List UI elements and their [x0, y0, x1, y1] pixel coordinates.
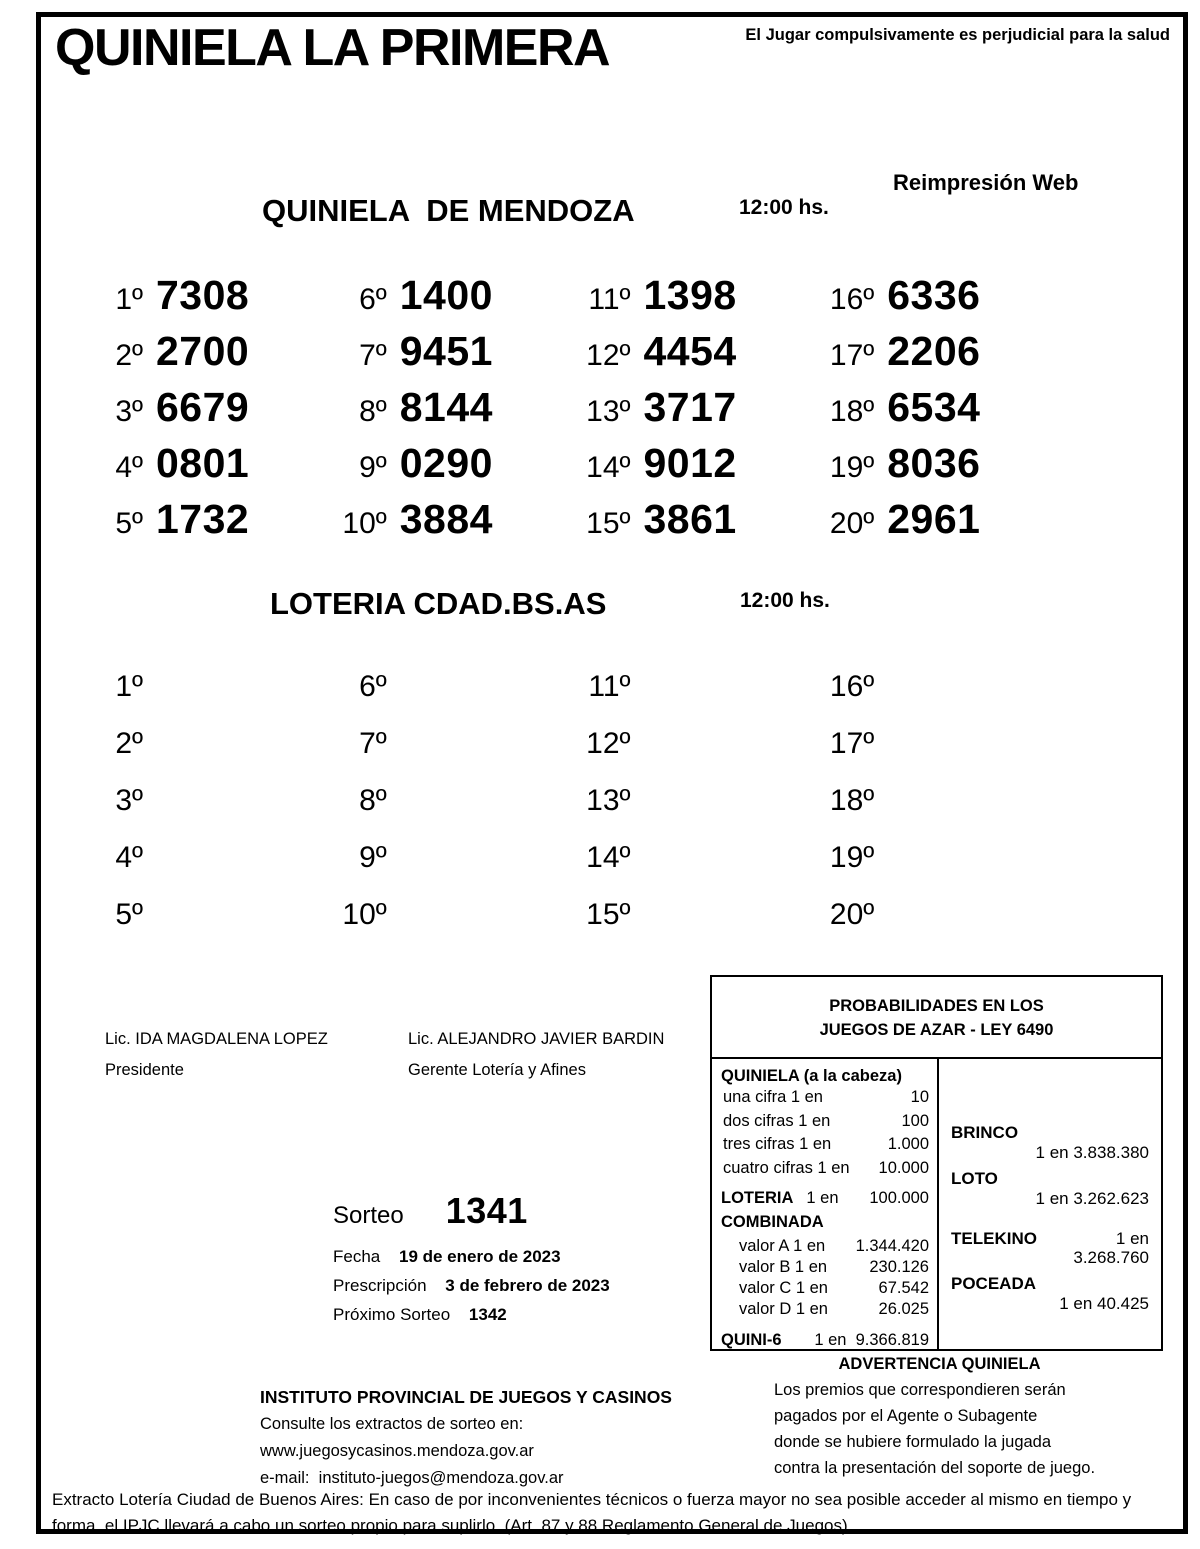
fecha-label: Fecha: [333, 1247, 381, 1266]
result-position: 19º: [829, 841, 875, 874]
game-name: TELEKINO: [951, 1229, 1037, 1248]
result-number: 0290: [399, 440, 493, 486]
quiniela-header: QUINIELA (a la cabeza): [721, 1067, 902, 1085]
game-name: POCEADA: [951, 1274, 1037, 1293]
result-position: 14º: [586, 841, 631, 874]
result-position: 18º: [829, 784, 875, 817]
odds-value: 26.025: [878, 1300, 929, 1318]
result-position: 8º: [359, 395, 387, 428]
game-name: LOTO: [951, 1169, 998, 1188]
institute-website: www.juegosycasinos.mendoza.gov.ar: [260, 1442, 534, 1460]
result-position: 13º: [586, 395, 631, 428]
result-position: 10º: [342, 507, 387, 540]
probabilities-title-line2: JUEGOS DE AZAR - LEY 6490: [819, 1021, 1054, 1039]
result-row: [816, 898, 1060, 955]
signature-president: [105, 1030, 328, 1080]
result-row: [573, 328, 817, 384]
result-position: 8º: [359, 784, 387, 817]
result-number: 6336: [887, 272, 981, 318]
result-row: [85, 670, 329, 727]
result-row: [329, 328, 573, 384]
result-row: [329, 384, 573, 440]
result-number: 3717: [643, 384, 737, 430]
result-number: 6679: [156, 384, 250, 430]
result-row: [816, 328, 1060, 384]
signature-name: Lic. IDA MAGDALENA LOPEZ: [105, 1030, 328, 1048]
signature-role: Gerente Lotería y Afines: [408, 1061, 586, 1079]
result-position: 5º: [115, 898, 143, 931]
result-row: [85, 496, 329, 552]
result-row: [329, 272, 573, 328]
fecha-value: 19 de enero de 2023: [398, 1247, 561, 1266]
result-number: 0801: [156, 440, 250, 486]
prescripcion-label: Prescripción: [333, 1276, 427, 1295]
result-row: [816, 440, 1060, 496]
result-number: 2700: [156, 328, 250, 374]
advertencia-line: donde se hubiere formulado la jugada: [774, 1433, 1052, 1451]
advertencia-block: [712, 1355, 1167, 1481]
loteria-label-group: [721, 1189, 839, 1208]
fecha-row: [333, 1247, 610, 1267]
proximo-sorteo-label: Próximo Sorteo: [333, 1305, 451, 1324]
institute-consult-line: Consulte los extractos de sorteo en:: [260, 1415, 524, 1433]
probabilities-title: [712, 977, 1161, 1059]
quini6-value: 1 en 9.366.819: [814, 1331, 929, 1349]
bsas-draw-time: 12:00 hs.: [740, 589, 830, 612]
odds-row: [721, 1133, 929, 1157]
footer-note: [52, 1487, 1157, 1539]
result-number: 3884: [399, 496, 493, 542]
result-row: [573, 841, 817, 898]
result-position: 11º: [588, 670, 631, 703]
probabilities-left-column: [712, 1059, 939, 1349]
probabilities-box: [710, 975, 1163, 1351]
odds-row: [721, 1157, 929, 1181]
game-odds: [951, 1123, 1149, 1162]
result-row: [329, 727, 573, 784]
result-position: 19º: [829, 451, 875, 484]
sorteo-label: Sorteo: [333, 1202, 404, 1229]
quini6-odds-row: [721, 1331, 929, 1350]
loteria-value: 100.000: [869, 1189, 929, 1207]
result-row: [85, 384, 329, 440]
loteria-odds-row: [721, 1189, 929, 1208]
result-position: 11º: [588, 283, 631, 316]
result-position: 16º: [829, 283, 875, 316]
result-position: 10º: [342, 898, 387, 931]
odds-row: [721, 1236, 929, 1257]
odds-value: 10.000: [878, 1158, 929, 1177]
odds-row: [721, 1110, 929, 1134]
loteria-mid: 1 en: [806, 1189, 839, 1207]
odds-value: 100: [901, 1111, 929, 1130]
quiniela-odds-rows: [721, 1086, 929, 1180]
odds-label: valor A 1 en: [739, 1237, 826, 1255]
proximo-sorteo-value: 1342: [468, 1305, 507, 1324]
prescripcion-row: [333, 1276, 610, 1296]
result-row: [816, 384, 1060, 440]
result-row: [85, 272, 329, 328]
result-row: [573, 670, 817, 727]
result-row: [816, 670, 1060, 727]
result-position: 20º: [829, 507, 875, 540]
result-row: [329, 784, 573, 841]
game-value: 1 en 3.268.760: [1073, 1229, 1149, 1267]
result-row: [85, 784, 329, 841]
result-number: 1398: [643, 272, 737, 318]
odds-row: [721, 1299, 929, 1320]
reprint-web-label: Reimpresión Web: [893, 170, 1079, 195]
advertencia-lines: [712, 1377, 1167, 1481]
result-position: 15º: [586, 507, 631, 540]
result-row: [573, 440, 817, 496]
result-row: [573, 784, 817, 841]
result-position: 1º: [115, 283, 143, 316]
probabilities-body: [712, 1059, 1161, 1349]
result-row: [85, 841, 329, 898]
result-number: 2206: [887, 328, 981, 374]
result-position: 9º: [359, 841, 387, 874]
mendoza-draw-time: 12:00 hs.: [739, 196, 829, 219]
result-row: [329, 841, 573, 898]
result-row: [573, 898, 817, 955]
result-position: 6º: [359, 670, 387, 703]
result-position: 20º: [829, 898, 875, 931]
game-name: BRINCO: [951, 1123, 1019, 1142]
odds-row: [721, 1086, 929, 1110]
result-position: 6º: [359, 283, 387, 316]
result-row: [573, 272, 817, 328]
result-number: 8036: [887, 440, 981, 486]
result-number: 7308: [156, 272, 250, 318]
result-position: 18º: [829, 395, 875, 428]
result-number: 8144: [399, 384, 493, 430]
footer-line: Extracto Lotería Ciudad de Buenos Aires: En caso de por inconvenientes técnicos o fuerza mayor no sea posible acceder al mismo en tiempo y: [52, 1490, 1132, 1509]
result-row: [329, 670, 573, 727]
advertencia-title: ADVERTENCIA QUINIELA: [838, 1355, 1041, 1373]
result-position: 12º: [586, 339, 631, 372]
result-row: [85, 727, 329, 784]
result-position: 9º: [359, 451, 387, 484]
result-position: 15º: [586, 898, 631, 931]
result-position: 17º: [829, 727, 875, 760]
result-row: [329, 440, 573, 496]
game-odds: [951, 1169, 1149, 1208]
odds-label: tres cifras 1 en: [723, 1135, 832, 1153]
odds-value: 230.126: [869, 1258, 929, 1276]
result-row: [573, 496, 817, 552]
bsas-section-title: LOTERIA CDAD.BS.AS: [270, 586, 607, 621]
result-number: 2961: [887, 496, 981, 542]
result-row: [573, 384, 817, 440]
result-position: 4º: [115, 451, 143, 484]
mendoza-results-grid: [85, 272, 1060, 552]
institute-name: INSTITUTO PROVINCIAL DE JUEGOS Y CASINOS: [260, 1387, 672, 1407]
result-position: 13º: [586, 784, 631, 817]
result-position: 7º: [359, 727, 387, 760]
result-position: 16º: [829, 670, 875, 703]
odds-value: 67.542: [878, 1279, 929, 1297]
result-number: 1400: [399, 272, 493, 318]
signature-role: Presidente: [105, 1061, 184, 1079]
result-number: 6534: [887, 384, 981, 430]
result-row: [573, 727, 817, 784]
advertencia-line: pagados por el Agente o Subagente: [774, 1407, 1038, 1425]
game-odds: [951, 1274, 1149, 1313]
result-position: 7º: [359, 339, 387, 372]
result-position: 14º: [586, 451, 631, 484]
institute-block: [260, 1384, 672, 1492]
draw-info: [333, 1190, 610, 1325]
odds-value: 1.344.420: [855, 1237, 929, 1255]
result-position: 3º: [115, 784, 143, 817]
bsas-results-grid: [85, 670, 1060, 955]
quini6-name: QUINI-6: [721, 1331, 782, 1349]
result-row: [329, 898, 573, 955]
odds-row: [721, 1257, 929, 1278]
result-number: 3861: [643, 496, 737, 542]
result-position: 17º: [829, 339, 875, 372]
odds-label: valor B 1 en: [739, 1258, 828, 1276]
result-row: [85, 898, 329, 955]
odds-label: valor C 1 en: [739, 1279, 828, 1297]
footer-line: forma, el IPJC llevará a cabo un sorteo propio para suplirlo. (Art. 87 y 88 Reglamento General de Juegos): [52, 1516, 848, 1535]
sorteo-row: [333, 1190, 610, 1232]
result-position: 4º: [115, 841, 143, 874]
sorteo-number: 1341: [445, 1190, 528, 1231]
odds-label: valor D 1 en: [739, 1300, 828, 1318]
result-position: 3º: [115, 395, 143, 428]
institute-email: e-mail: instituto-juegos@mendoza.gov.ar: [260, 1469, 564, 1487]
result-number: 4454: [643, 328, 737, 374]
odds-value: 10: [910, 1088, 929, 1106]
probabilities-title-line1: PROBABILIDADES EN LOS: [829, 997, 1044, 1015]
page-title: QUINIELA LA PRIMERA: [55, 19, 610, 77]
game-value: 1 en 3.262.623: [1035, 1189, 1149, 1208]
result-position: 12º: [586, 727, 631, 760]
result-row: [816, 841, 1060, 898]
result-number: 1732: [156, 496, 250, 542]
game-value: 1 en 40.425: [1059, 1294, 1149, 1313]
loteria-name: LOTERIA: [721, 1189, 794, 1207]
health-warning: El Jugar compulsivamente es perjudicial para la salud: [745, 26, 1170, 44]
result-row: [85, 328, 329, 384]
odds-label: cuatro cifras 1 en: [723, 1158, 850, 1177]
mendoza-section-title: QUINIELA DE MENDOZA: [262, 193, 635, 228]
odds-row: [721, 1278, 929, 1299]
result-row: [816, 272, 1060, 328]
result-row: [816, 784, 1060, 841]
advertencia-line: Los premios que correspondieren serán: [774, 1381, 1066, 1399]
prescripcion-value: 3 de febrero de 2023: [445, 1276, 610, 1295]
game-value: 1 en 3.838.380: [1035, 1143, 1149, 1162]
result-position: 1º: [115, 670, 143, 703]
proximo-sorteo-row: [333, 1305, 610, 1325]
result-position: 2º: [115, 339, 143, 372]
advertencia-line: contra la presentación del soporte de juego.: [774, 1459, 1096, 1477]
combinada-header: COMBINADA: [721, 1213, 824, 1231]
odds-label: una cifra 1 en: [723, 1088, 823, 1106]
signature-name: Lic. ALEJANDRO JAVIER BARDIN: [408, 1030, 665, 1048]
combinada-odds-rows: [721, 1236, 929, 1320]
result-row: [816, 496, 1060, 552]
game-odds: [951, 1229, 1149, 1267]
result-row: [85, 440, 329, 496]
result-number: 9012: [643, 440, 737, 486]
probabilities-right-column: [939, 1059, 1161, 1349]
result-number: 9451: [399, 328, 493, 374]
result-row: [329, 496, 573, 552]
result-position: 5º: [115, 507, 143, 540]
odds-value: 1.000: [887, 1135, 929, 1153]
result-position: 2º: [115, 727, 143, 760]
odds-label: dos cifras 1 en: [723, 1111, 831, 1130]
signature-manager: [408, 1030, 664, 1080]
result-row: [816, 727, 1060, 784]
